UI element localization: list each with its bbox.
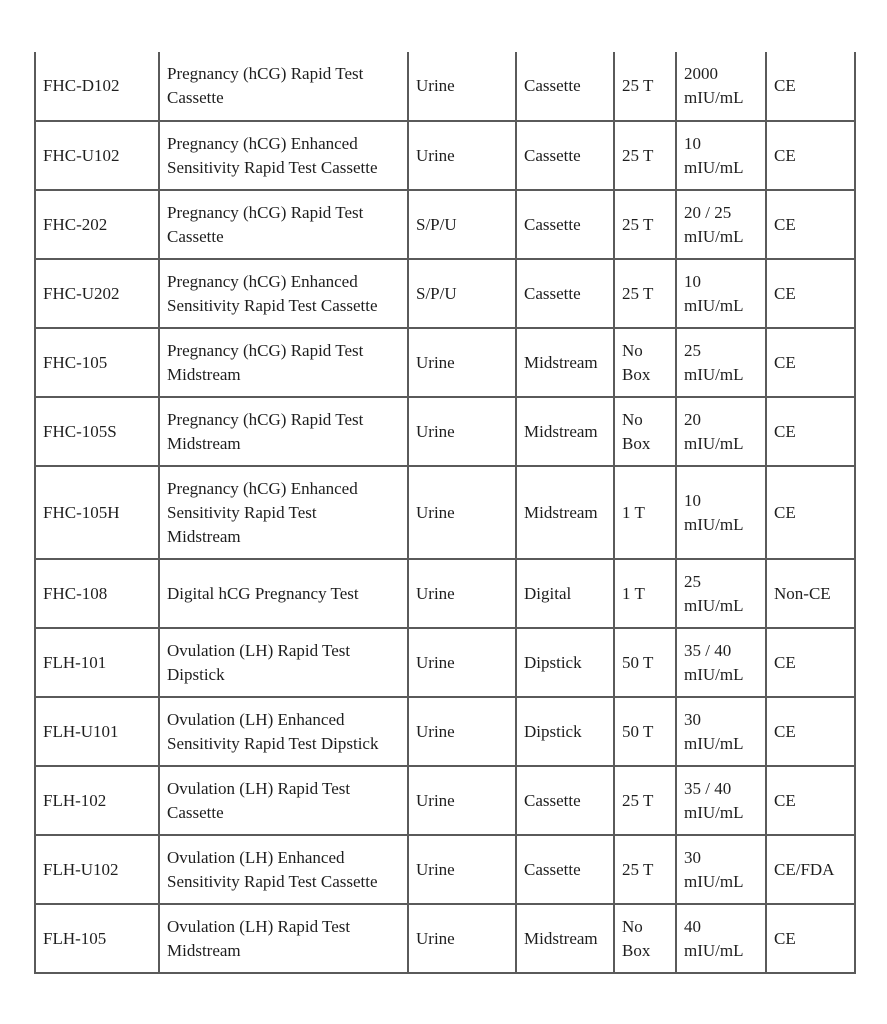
pack-size-cell-line: 25 T	[622, 283, 654, 303]
sensitivity-cell	[676, 466, 766, 559]
table-row	[35, 559, 855, 628]
product-name-cell	[159, 559, 408, 628]
pack-size-cell-line: No	[622, 409, 643, 429]
product-name-cell	[159, 466, 408, 559]
specimen-cell: Urine	[408, 628, 516, 697]
product-code-cell: FLH-102	[35, 766, 159, 835]
pack-size-cell	[614, 397, 676, 466]
sensitivity-cell-line: 20 / 25	[684, 202, 732, 222]
product-name-cell-line: Ovulation (LH) Rapid Test	[167, 778, 351, 798]
product-name-cell	[159, 904, 408, 973]
product-name-cell-line: Midstream	[167, 940, 241, 960]
format-cell: Midstream	[516, 397, 614, 466]
sensitivity-cell	[676, 52, 766, 121]
sensitivity-cell-line: 20	[684, 409, 701, 429]
sensitivity-cell-line: mIU/mL	[684, 871, 744, 891]
pack-size-cell-line: 1 T	[622, 583, 645, 603]
product-code-cell: FLH-101	[35, 628, 159, 697]
pack-size-cell-line: 50 T	[622, 652, 654, 672]
pack-size-cell-line: 25 T	[622, 790, 654, 810]
product-name-cell	[159, 328, 408, 397]
product-code-cell: FLH-U101	[35, 697, 159, 766]
product-name-cell-line: Sensitivity Rapid Test	[167, 502, 317, 522]
product-name-cell-line: Ovulation (LH) Rapid Test	[167, 640, 351, 660]
pack-size-cell-line: 25 T	[622, 76, 654, 95]
format-cell: Digital	[516, 559, 614, 628]
table-row	[35, 397, 855, 466]
pack-size-cell	[614, 328, 676, 397]
certification-cell: CE	[766, 259, 855, 328]
sensitivity-cell-line: 25	[684, 571, 701, 591]
certification-cell: CE	[766, 121, 855, 190]
product-code-cell: FHC-108	[35, 559, 159, 628]
sensitivity-cell-line: mIU/mL	[684, 364, 744, 384]
product-code-cell: FHC-D102	[35, 52, 159, 121]
pack-size-cell	[614, 190, 676, 259]
product-code-cell: FHC-202	[35, 190, 159, 259]
pack-size-cell	[614, 121, 676, 190]
format-cell: Midstream	[516, 466, 614, 559]
certification-cell: CE	[766, 328, 855, 397]
specimen-cell: Urine	[408, 466, 516, 559]
product-name-cell-line: Pregnancy (hCG) Rapid Test	[167, 340, 364, 360]
sensitivity-cell-line: mIU/mL	[684, 157, 744, 177]
product-name-cell-line: Sensitivity Rapid Test Cassette	[167, 295, 378, 315]
pack-size-cell-line: Box	[622, 364, 651, 384]
certification-cell: CE	[766, 697, 855, 766]
format-cell: Dipstick	[516, 628, 614, 697]
pack-size-cell-line: No	[622, 916, 643, 936]
product-name-cell-line: Pregnancy (hCG) Rapid Test	[167, 64, 364, 83]
table-row	[35, 904, 855, 973]
table-row	[35, 766, 855, 835]
sensitivity-cell-line: mIU/mL	[684, 733, 744, 753]
sensitivity-cell-line: 10	[684, 271, 701, 291]
pack-size-cell-line: 50 T	[622, 721, 654, 741]
pack-size-cell	[614, 904, 676, 973]
product-name-cell-line: Pregnancy (hCG) Enhanced	[167, 478, 358, 498]
pack-size-cell	[614, 835, 676, 904]
certification-cell: CE	[766, 52, 855, 121]
sensitivity-cell-line: 25	[684, 340, 701, 360]
format-cell: Midstream	[516, 904, 614, 973]
specimen-cell: S/P/U	[408, 190, 516, 259]
pack-size-cell-line: No	[622, 340, 643, 360]
sensitivity-cell	[676, 397, 766, 466]
sensitivity-cell	[676, 835, 766, 904]
specimen-cell: Urine	[408, 397, 516, 466]
sensitivity-cell-line: mIU/mL	[684, 433, 744, 453]
product-code-cell: FLH-U102	[35, 835, 159, 904]
certification-cell: CE	[766, 766, 855, 835]
sensitivity-cell-line: mIU/mL	[684, 295, 744, 315]
sensitivity-cell-line: mIU/mL	[684, 514, 744, 534]
pack-size-cell-line: Box	[622, 433, 651, 453]
product-table	[34, 52, 856, 974]
product-name-cell-line: Sensitivity Rapid Test Cassette	[167, 157, 378, 177]
specimen-cell: Urine	[408, 328, 516, 397]
table-row	[35, 466, 855, 559]
sensitivity-cell	[676, 559, 766, 628]
product-name-cell	[159, 628, 408, 697]
sensitivity-cell	[676, 904, 766, 973]
format-cell: Cassette	[516, 835, 614, 904]
product-name-cell-line: Sensitivity Rapid Test Dipstick	[167, 733, 379, 753]
product-name-cell-line: Digital hCG Pregnancy Test	[167, 583, 359, 603]
sensitivity-cell-line: 10	[684, 490, 701, 510]
table-row	[35, 697, 855, 766]
pack-size-cell	[614, 466, 676, 559]
format-cell: Cassette	[516, 121, 614, 190]
product-name-cell	[159, 52, 408, 121]
sensitivity-cell	[676, 259, 766, 328]
product-name-cell	[159, 259, 408, 328]
pack-size-cell	[614, 766, 676, 835]
product-code-cell: FHC-105	[35, 328, 159, 397]
product-code-cell: FHC-105H	[35, 466, 159, 559]
table-row	[35, 328, 855, 397]
specimen-cell: Urine	[408, 121, 516, 190]
sensitivity-cell-line: mIU/mL	[684, 88, 744, 107]
table-row	[35, 121, 855, 190]
certification-cell: CE	[766, 904, 855, 973]
pack-size-cell-line: 25 T	[622, 214, 654, 234]
specimen-cell: Urine	[408, 697, 516, 766]
pack-size-cell-line: Box	[622, 940, 651, 960]
product-name-cell-line: Ovulation (LH) Enhanced	[167, 847, 345, 867]
sensitivity-cell	[676, 697, 766, 766]
sensitivity-cell-line: 40	[684, 916, 701, 936]
sensitivity-cell-line: mIU/mL	[684, 802, 744, 822]
certification-cell: CE	[766, 466, 855, 559]
product-name-cell-line: Dipstick	[167, 664, 225, 684]
table-row	[35, 52, 855, 121]
sensitivity-cell-line: 35 / 40	[684, 778, 732, 798]
pack-size-cell	[614, 697, 676, 766]
certification-cell: CE	[766, 628, 855, 697]
sensitivity-cell	[676, 121, 766, 190]
sensitivity-cell-line: 10	[684, 133, 701, 153]
product-name-cell-line: Ovulation (LH) Rapid Test	[167, 916, 351, 936]
specimen-cell: S/P/U	[408, 259, 516, 328]
sensitivity-cell-line: 30	[684, 847, 701, 867]
product-code-cell: FHC-U202	[35, 259, 159, 328]
sensitivity-cell-line: 2000	[684, 64, 718, 83]
sensitivity-cell-line: mIU/mL	[684, 940, 744, 960]
table-row	[35, 190, 855, 259]
format-cell: Cassette	[516, 259, 614, 328]
product-name-cell-line: Pregnancy (hCG) Enhanced	[167, 271, 358, 291]
product-name-cell	[159, 697, 408, 766]
specimen-cell: Urine	[408, 766, 516, 835]
format-cell: Midstream	[516, 328, 614, 397]
product-name-cell	[159, 766, 408, 835]
product-name-cell	[159, 190, 408, 259]
format-cell: Cassette	[516, 190, 614, 259]
product-name-cell-line: Pregnancy (hCG) Enhanced	[167, 133, 358, 153]
product-name-cell-line: Midstream	[167, 433, 241, 453]
pack-size-cell	[614, 52, 676, 121]
product-name-cell	[159, 121, 408, 190]
certification-cell: CE/FDA	[766, 835, 855, 904]
pack-size-cell	[614, 559, 676, 628]
sensitivity-cell	[676, 628, 766, 697]
product-code-cell: FHC-105S	[35, 397, 159, 466]
sensitivity-cell-line: 30	[684, 709, 701, 729]
product-name-cell-line: Pregnancy (hCG) Rapid Test	[167, 202, 364, 222]
format-cell: Dipstick	[516, 697, 614, 766]
certification-cell: CE	[766, 397, 855, 466]
product-name-cell-line: Cassette	[167, 88, 224, 107]
sensitivity-cell-line: mIU/mL	[684, 595, 744, 615]
product-name-cell	[159, 397, 408, 466]
sensitivity-cell	[676, 328, 766, 397]
specimen-cell: Urine	[408, 52, 516, 121]
specimen-cell: Urine	[408, 904, 516, 973]
sensitivity-cell	[676, 766, 766, 835]
product-name-cell-line: Sensitivity Rapid Test Cassette	[167, 871, 378, 891]
format-cell: Cassette	[516, 766, 614, 835]
format-cell: Cassette	[516, 52, 614, 121]
product-name-cell-line: Cassette	[167, 226, 224, 246]
product-name-cell	[159, 835, 408, 904]
table-row	[35, 259, 855, 328]
specimen-cell: Urine	[408, 835, 516, 904]
sensitivity-cell	[676, 190, 766, 259]
product-name-cell-line: Cassette	[167, 802, 224, 822]
sensitivity-cell-line: mIU/mL	[684, 226, 744, 246]
product-code-cell: FHC-U102	[35, 121, 159, 190]
product-name-cell-line: Ovulation (LH) Enhanced	[167, 709, 345, 729]
pack-size-cell-line: 1 T	[622, 502, 645, 522]
pack-size-cell	[614, 628, 676, 697]
product-name-cell-line: Midstream	[167, 364, 241, 384]
specimen-cell: Urine	[408, 559, 516, 628]
sensitivity-cell-line: mIU/mL	[684, 664, 744, 684]
table-row	[35, 628, 855, 697]
table-body	[35, 52, 855, 973]
table-row	[35, 835, 855, 904]
product-code-cell: FLH-105	[35, 904, 159, 973]
pack-size-cell	[614, 259, 676, 328]
product-name-cell-line: Pregnancy (hCG) Rapid Test	[167, 409, 364, 429]
product-name-cell-line: Midstream	[167, 526, 241, 546]
pack-size-cell-line: 25 T	[622, 145, 654, 165]
pack-size-cell-line: 25 T	[622, 859, 654, 879]
certification-cell: Non-CE	[766, 559, 855, 628]
sensitivity-cell-line: 35 / 40	[684, 640, 732, 660]
certification-cell: CE	[766, 190, 855, 259]
